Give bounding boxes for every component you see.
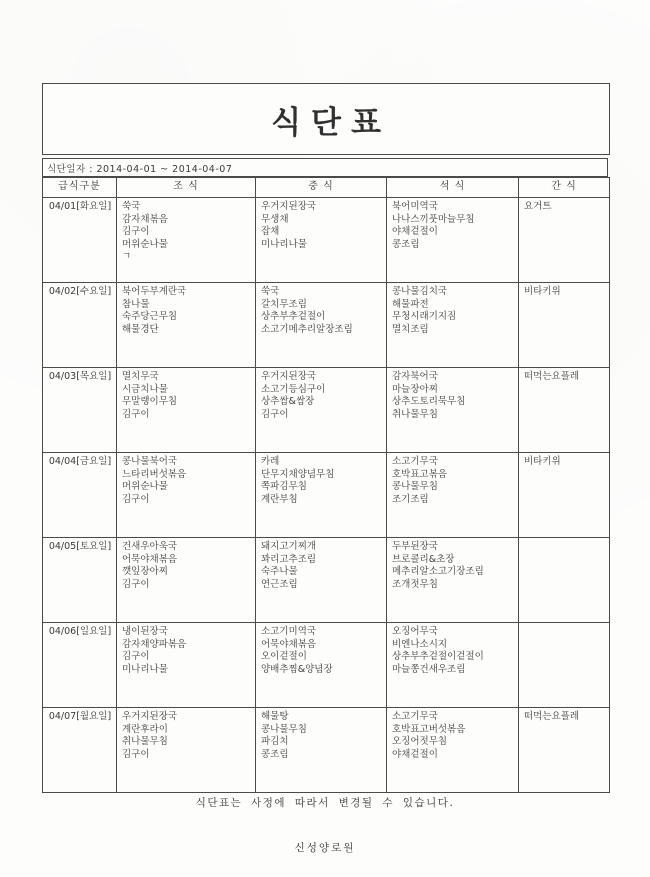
menu-item: 파김치 xyxy=(261,736,289,747)
menu-item: 북어미역국 xyxy=(392,201,438,212)
dinner-cell xyxy=(387,283,519,368)
column-header-1: 조 식 xyxy=(117,178,256,198)
menu-item: 야채겉절이 xyxy=(392,748,438,760)
menu-item: 감자북어국 xyxy=(392,371,438,382)
menu-item: 무말랭이무침 xyxy=(122,396,178,407)
lunch-cell xyxy=(256,538,387,623)
menu-table-body xyxy=(43,198,610,793)
page-title: 식단표 xyxy=(271,104,391,141)
dinner-cell xyxy=(387,368,519,453)
table-row xyxy=(43,368,610,453)
menu-item: 쪽파김무침 xyxy=(261,481,307,492)
menu-item: 브로콜리&초장 xyxy=(392,553,455,565)
title-box xyxy=(42,83,610,155)
footer-organization: 신성양로원 xyxy=(294,842,356,854)
menu-item: 상추쌈&쌈장 xyxy=(261,396,315,407)
dinner-cell xyxy=(387,623,519,708)
menu-item: ㄱ xyxy=(122,251,132,262)
table-row xyxy=(43,283,610,368)
menu-item: 숙주나물 xyxy=(261,566,298,577)
lunch-cell xyxy=(256,368,387,453)
menu-item: 나나스끼풋마늘무침 xyxy=(392,213,475,225)
menu-item: 김구이 xyxy=(122,493,150,505)
menu-item: 요거트 xyxy=(524,201,552,212)
menu-item: 떠먹는요플레 xyxy=(524,371,580,382)
menu-item: 호박표고버섯볶음 xyxy=(392,723,466,735)
menu-item: 김구이 xyxy=(122,226,150,237)
menu-item: 비타키위 xyxy=(524,286,561,297)
breakfast-cell xyxy=(117,623,256,708)
menu-item: 비타키위 xyxy=(524,456,561,467)
dinner-cell xyxy=(387,453,519,538)
menu-item: 떠먹는요플레 xyxy=(524,711,580,722)
snack-cell xyxy=(519,198,610,283)
column-header-0: 급식구분 xyxy=(43,178,117,198)
snack-cell xyxy=(519,623,610,708)
menu-item: 미나리나물 xyxy=(261,238,307,250)
menu-item: 잡채 xyxy=(261,226,280,237)
menu-item: 비엔나소시지 xyxy=(392,638,448,650)
menu-item: 소고기미역국 xyxy=(261,626,317,637)
lunch-cell xyxy=(256,623,387,708)
menu-item: 어묵야채볶음 xyxy=(122,553,178,565)
date-cell: 04/07[월요일] xyxy=(43,708,117,793)
menu-item: 콩나물북어국 xyxy=(122,456,178,467)
menu-item: 두부된장국 xyxy=(392,541,438,552)
footer-note: 식단표는 사정에 따라서 변경될 수 있습니다. xyxy=(195,797,455,809)
breakfast-cell xyxy=(117,198,256,283)
column-header-2: 중 식 xyxy=(256,178,387,198)
menu-table-header xyxy=(43,178,610,198)
menu-item: 단무지채양념무침 xyxy=(261,468,335,480)
menu-item: 감자채볶음 xyxy=(122,213,168,225)
menu-item: 콩조림 xyxy=(261,748,289,760)
menu-item: 오징어무국 xyxy=(392,626,438,637)
menu-item: 소고기무국 xyxy=(392,456,438,467)
table-row xyxy=(43,538,610,623)
menu-item: 김구이 xyxy=(122,651,150,662)
menu-item: 콩조림 xyxy=(392,238,420,250)
menu-item: 조개젓무침 xyxy=(392,578,438,590)
menu-item: 메추리알소고기장조림 xyxy=(392,566,484,577)
menu-item: 상추부추겉절이 xyxy=(261,311,326,322)
date-range-bar xyxy=(42,158,608,177)
menu-item: 카레 xyxy=(261,456,280,467)
menu-item: 취나물무침 xyxy=(392,408,438,420)
menu-item: 호박표고볶음 xyxy=(392,468,448,480)
menu-item: 멸치조림 xyxy=(392,323,429,335)
snack-cell xyxy=(519,368,610,453)
date-cell: 04/01[화요일] xyxy=(43,198,117,283)
menu-item: 계란부침 xyxy=(261,493,298,505)
menu-item: 미나리나물 xyxy=(122,663,168,675)
menu-item: 시금치나물 xyxy=(122,383,168,395)
menu-item: 상추부추겉절이겉절이 xyxy=(392,651,484,662)
lunch-cell xyxy=(256,283,387,368)
menu-item: 우거지된장국 xyxy=(122,711,178,722)
menu-item: 갈치무조림 xyxy=(261,298,307,310)
menu-item: 야채겉절이 xyxy=(392,226,438,237)
snack-cell xyxy=(519,453,610,538)
menu-item: 숙주당근무침 xyxy=(122,311,178,322)
breakfast-cell xyxy=(117,708,256,793)
table-row xyxy=(43,708,610,793)
menu-item: 해물경단 xyxy=(122,323,159,335)
date-cell: 04/06[일요일] xyxy=(43,623,117,708)
lunch-cell xyxy=(256,198,387,283)
menu-item: 소고기등심구이 xyxy=(261,383,326,395)
breakfast-cell xyxy=(117,283,256,368)
date-cell: 04/02[수요일] xyxy=(43,283,117,368)
menu-item: 건새우아욱국 xyxy=(122,541,178,552)
menu-item: 취나물무침 xyxy=(122,736,168,747)
column-header-3: 석 식 xyxy=(387,178,519,198)
menu-item: 양배추찜&양념장 xyxy=(261,663,333,675)
menu-item: 꽈리고추조림 xyxy=(261,553,317,565)
menu-item: 마늘쫑건새우조림 xyxy=(392,663,466,675)
menu-item: 느타리버섯볶음 xyxy=(122,468,187,480)
menu-item: 참나물 xyxy=(122,298,150,310)
breakfast-cell xyxy=(117,453,256,538)
menu-item: 감자채양파볶음 xyxy=(122,638,187,650)
breakfast-cell xyxy=(117,538,256,623)
menu-item: 계란후라이 xyxy=(122,723,168,735)
dinner-cell xyxy=(387,198,519,283)
dinner-cell xyxy=(387,538,519,623)
table-row xyxy=(43,198,610,283)
table-row xyxy=(43,623,610,708)
menu-item: 상추도토리묵무침 xyxy=(392,396,466,407)
menu-item: 돼지고기찌개 xyxy=(261,541,317,552)
menu-item: 오이겉절이 xyxy=(261,651,307,662)
table-row xyxy=(43,453,610,538)
dinner-cell xyxy=(387,708,519,793)
menu-item: 콩나물무침 xyxy=(261,723,307,735)
menu-item: 김구이 xyxy=(122,748,150,760)
menu-item: 해물탕 xyxy=(261,711,289,722)
menu-item: 쑥국 xyxy=(261,286,280,297)
menu-item: 김구이 xyxy=(122,408,150,420)
date-range-label: 식단일자 : 2014-04-01 ~ 2014-04-07 xyxy=(47,163,233,175)
date-cell: 04/03[목요일] xyxy=(43,368,117,453)
menu-item: 소고기메추리알장조림 xyxy=(261,323,353,335)
menu-item: 깻잎장아찌 xyxy=(122,566,168,577)
menu-item: 우거지된장국 xyxy=(261,371,317,382)
menu-item: 조기조림 xyxy=(392,493,429,505)
header-row xyxy=(43,178,610,198)
date-cell: 04/05[토요일] xyxy=(43,538,117,623)
menu-item: 북어두부계란국 xyxy=(122,286,187,297)
menu-item: 머위순나물 xyxy=(122,481,168,492)
menu-item: 오징어젓무침 xyxy=(392,736,448,747)
menu-item: 어묵야채볶음 xyxy=(261,638,317,650)
lunch-cell xyxy=(256,453,387,538)
column-header-4: 간 식 xyxy=(519,178,610,198)
breakfast-cell xyxy=(117,368,256,453)
menu-item: 해물파전 xyxy=(392,298,429,310)
menu-item: 연근조림 xyxy=(261,578,298,590)
menu-item: 머위순나물 xyxy=(122,238,168,250)
menu-table xyxy=(42,177,610,793)
menu-item: 마늘장아찌 xyxy=(392,383,438,395)
menu-item: 콩나물김치국 xyxy=(392,286,448,297)
snack-cell xyxy=(519,538,610,623)
menu-item: 냉이된장국 xyxy=(122,626,168,637)
menu-item: 콩나물무침 xyxy=(392,481,438,492)
date-cell: 04/04[금요일] xyxy=(43,453,117,538)
menu-item: 소고기무국 xyxy=(392,711,438,722)
menu-item: 멸치무국 xyxy=(122,371,159,382)
menu-item: 무청시래기지짐 xyxy=(392,311,457,322)
menu-item: 김구이 xyxy=(122,578,150,590)
menu-item: 김구이 xyxy=(261,408,289,420)
menu-item: 무생채 xyxy=(261,213,289,225)
menu-item: 우거지된장국 xyxy=(261,201,317,212)
snack-cell xyxy=(519,708,610,793)
menu-item: 쑥국 xyxy=(122,201,141,212)
snack-cell xyxy=(519,283,610,368)
lunch-cell xyxy=(256,708,387,793)
